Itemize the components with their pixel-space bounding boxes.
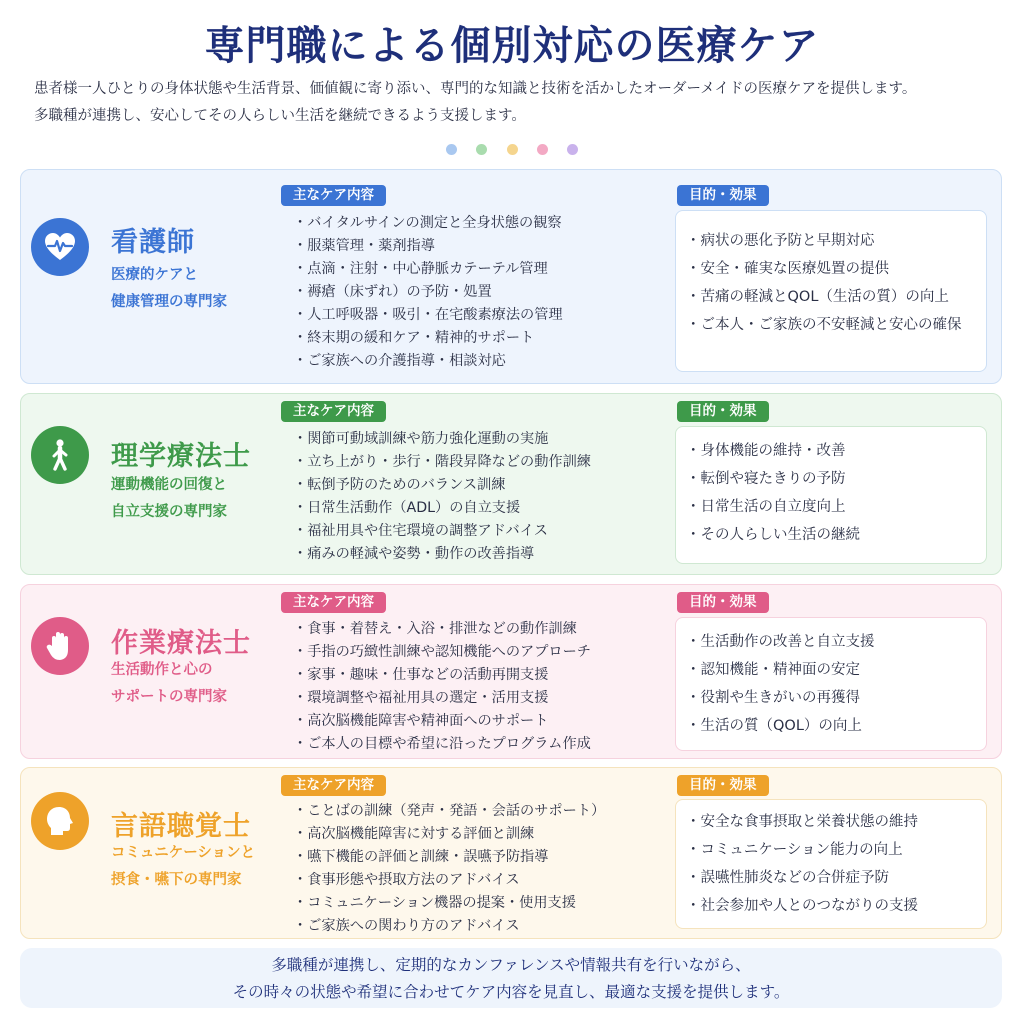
role-title: 看護師 [111,227,195,258]
list-item: ・ 社会参加や人とのつながりの支援 [686,892,986,920]
role-desc-line-1: 生活動作と心の [111,662,213,678]
list-item: ・ 食事形態や摂取方法のアドバイス [293,869,605,892]
role-desc-line-2: 健康管理の専門家 [111,294,227,310]
care-badge: 主なケア内容 [281,775,386,796]
footer-line-2: その時々の状態や希望に合わせてケア内容を見直し、最適な支援を提供します。 [232,983,790,1001]
list-item: ・ 誤嚥性肺炎などの合併症予防 [686,864,986,892]
effect-list [676,437,986,549]
list-item: ・ 認知機能・精神面の安定 [686,656,986,684]
dot-3 [507,144,518,155]
list-item: ・ 安全な食事摂取と栄養状態の維持 [686,808,986,836]
list-item: ・ 身体機能の維持・改善 [686,437,986,465]
effect-badge: 目的・効果 [677,185,769,206]
list-item: ・ 点滴・注射・中心静脈カテーテル管理 [293,258,563,281]
list-item: ・ 関節可動域訓練や筋力強化運動の実施 [293,428,591,451]
effect-box [675,799,987,929]
list-item: ・ 食事・着替え・入浴・排泄などの動作訓練 [293,618,591,641]
effect-list [676,628,986,740]
role-title: 理学療法士 [111,441,251,472]
role-description [111,262,227,316]
list-item: ・ 病状の悪化予防と早期対応 [686,227,986,255]
list-item: ・ 環境調整や福祉用具の選定・活用支援 [293,687,591,710]
list-item: ・ 手指の巧緻性訓練や認知機能へのアプローチ [293,641,591,664]
card-nurse [20,169,1002,384]
list-item: ・ 生活の質（QOL）の向上 [686,712,986,740]
care-badge: 主なケア内容 [281,185,386,206]
footer-line-1: 多職種が連携し、定期的なカンファレンスや情報共有を行いながら、 [271,956,751,974]
role-description [111,657,227,711]
effect-list [676,808,986,920]
list-item: ・ ご家族への介護指導・相談対応 [293,350,563,373]
intro-line-2: 多職種が連携し、安心してその人らしい生活を継続できるよう支援します。 [34,108,526,124]
list-item: ・ コミュニケーション能力の向上 [686,836,986,864]
list-item: ・ 福祉用具や住宅環境の調整アドバイス [293,520,591,543]
list-item: ・ 日常生活の自立度向上 [686,493,986,521]
care-list [293,212,563,373]
role-description [111,472,227,526]
intro-line-1: 患者様一人ひとりの身体状態や生活背景、価値観に寄り添い、専門的な知識と技術を活かしたオーダーメイドの医療ケアを提供します。 [34,81,917,97]
card-speech-therapist [20,767,1002,939]
intro-text [34,76,994,130]
hand-icon [31,617,89,675]
list-item: ・ 高次脳機能障害や精神面へのサポート [293,710,591,733]
footer-note [20,948,1002,1008]
effect-box [675,426,987,564]
list-item: ・ ご本人・ご家族の不安軽減と安心の確保 [686,311,986,339]
effect-badge: 目的・効果 [677,592,769,613]
list-item: ・ 高次脳機能障害に対する評価と訓練 [293,823,605,846]
dot-2 [476,144,487,155]
effect-badge: 目的・効果 [677,401,769,422]
list-item: ・ 人工呼吸器・吸引・在宅酸素療法の管理 [293,304,563,327]
dot-5 [567,144,578,155]
decorative-dots [0,140,1024,159]
list-item: ・ 嚥下機能の評価と訓練・誤嚥予防指導 [293,846,605,869]
list-item: ・ その人らしい生活の継続 [686,521,986,549]
list-item: ・ コミュニケーション機器の提案・使用支援 [293,892,605,915]
list-item: ・ 痛みの軽減や姿勢・動作の改善指導 [293,543,591,566]
role-description [111,840,255,894]
list-item: ・ 転倒や寝たきりの予防 [686,465,986,493]
list-item: ・ 日常生活動作（ADL）の自立支援 [293,497,591,520]
role-title: 言語聴覚士 [111,811,251,842]
care-badge: 主なケア内容 [281,401,386,422]
list-item: ・ 立ち上がり・歩行・階段昇降などの動作訓練 [293,451,591,474]
list-item: ・ ことばの訓練（発声・発語・会話のサポート） [293,800,605,823]
care-list [293,618,591,756]
care-list [293,800,605,938]
dot-4 [537,144,548,155]
head-profile-icon [31,792,89,850]
page-title: 専門職による個別対応の医療ケア [204,23,820,69]
list-item: ・ 服薬管理・薬剤指導 [293,235,563,258]
list-item: ・ 役割や生きがいの再獲得 [686,684,986,712]
list-item: ・ 転倒予防のためのバランス訓練 [293,474,591,497]
care-list [293,428,591,566]
role-title: 作業療法士 [111,628,251,659]
list-item: ・ ご家族への関わり方のアドバイス [293,915,605,938]
list-item: ・ ご本人の目標や希望に沿ったプログラム作成 [293,733,591,756]
effect-list [676,227,986,339]
role-desc-line-2: サポートの専門家 [111,689,227,705]
list-item: ・ 褥瘡（床ずれ）の予防・処置 [293,281,563,304]
role-desc-line-2: 自立支援の専門家 [111,504,227,520]
role-desc-line-1: 医療的ケアと [111,267,198,283]
list-item: ・ 生活動作の改善と自立支援 [686,628,986,656]
list-item: ・ バイタルサインの測定と全身状態の観察 [293,212,563,235]
card-physical-therapist [20,393,1002,575]
role-desc-line-2: 摂食・嚥下の専門家 [111,872,242,888]
effect-box [675,210,987,372]
role-desc-line-1: コミュニケーションと [111,845,256,861]
heart-pulse-icon [31,218,89,276]
card-occupational-therapist [20,584,1002,759]
list-item: ・ 苦痛の軽減とQOL（生活の質）の向上 [686,283,986,311]
effect-badge: 目的・効果 [677,775,769,796]
walking-person-icon [31,426,89,484]
list-item: ・ 安全・確実な医療処置の提供 [686,255,986,283]
dot-1 [446,144,457,155]
role-desc-line-1: 運動機能の回復と [111,477,227,493]
effect-box [675,617,987,751]
care-badge: 主なケア内容 [281,592,386,613]
list-item: ・ 終末期の緩和ケア・精神的サポート [293,327,563,350]
list-item: ・ 家事・趣味・仕事などの活動再開支援 [293,664,591,687]
